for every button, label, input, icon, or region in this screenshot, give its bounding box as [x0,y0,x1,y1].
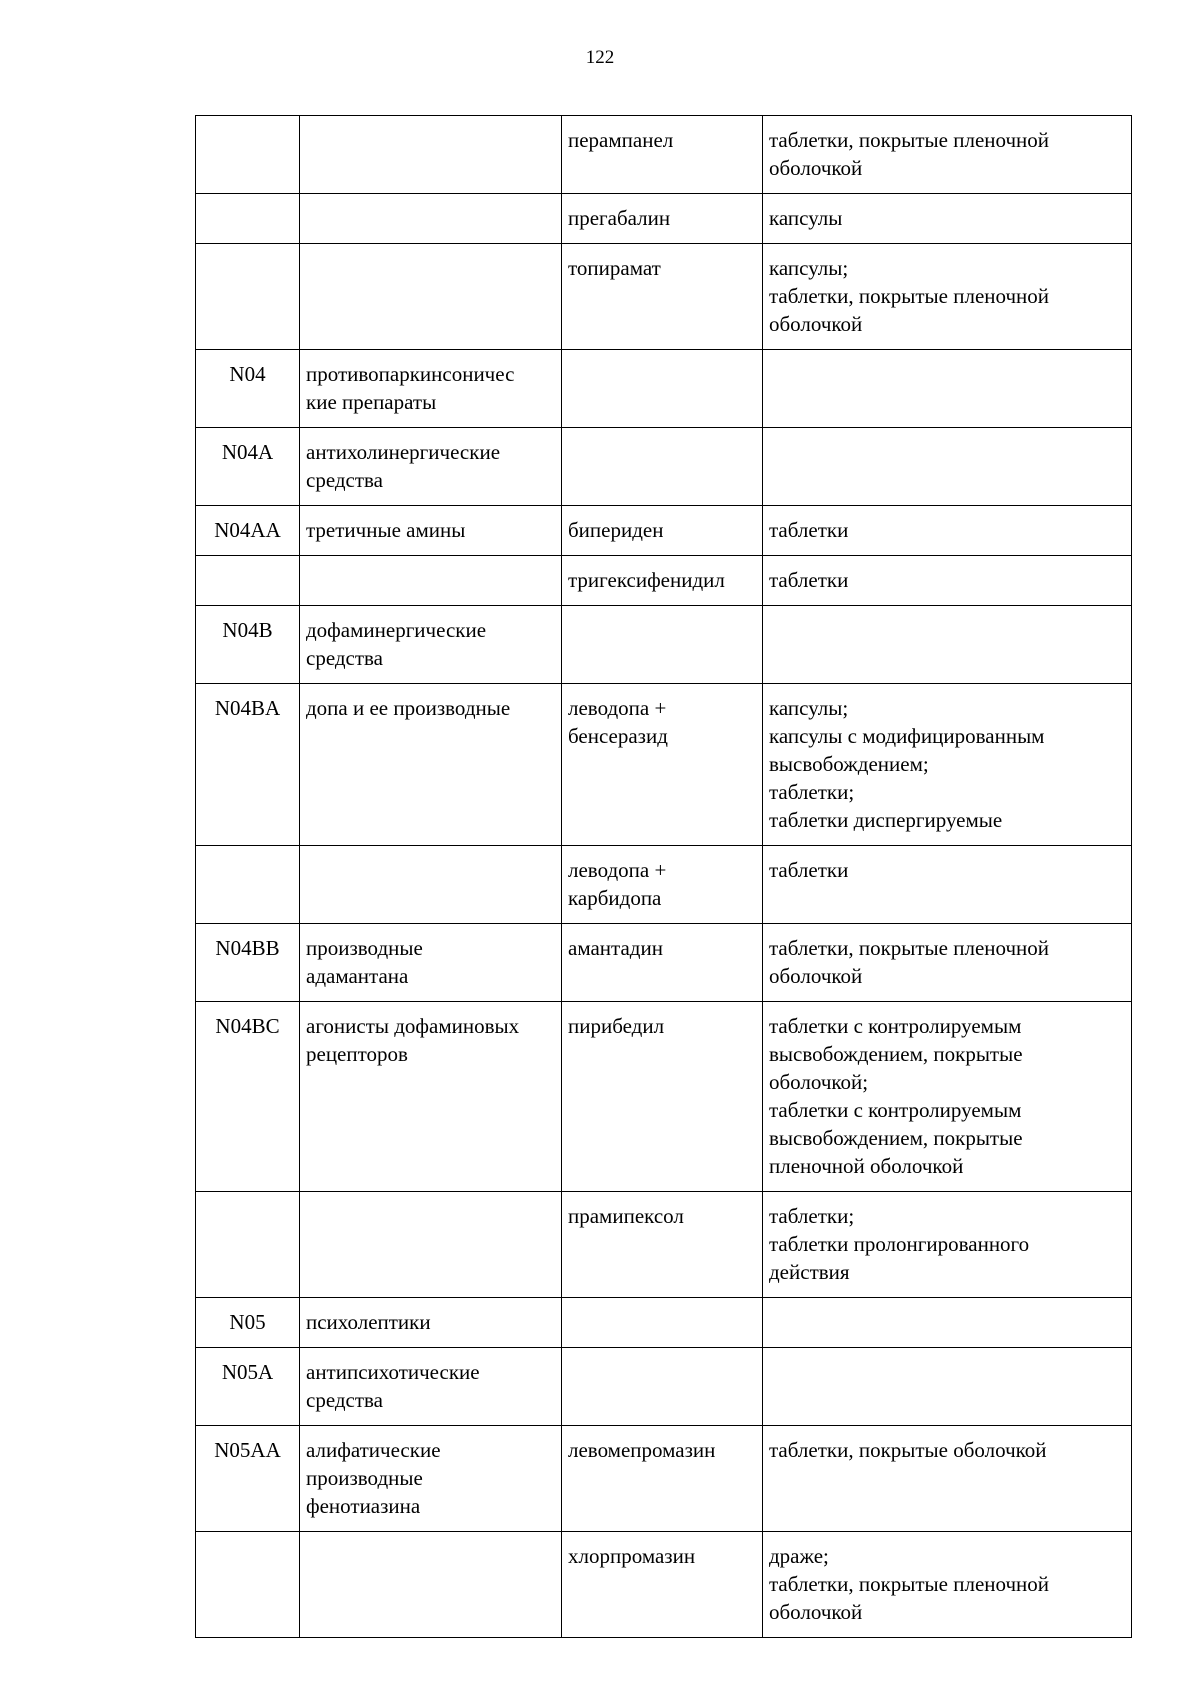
atc-code-cell: N04AA [196,506,300,556]
table-row [196,556,1132,606]
group-name-cell [300,1192,562,1298]
group-name-cell: третичные амины [300,506,562,556]
dosage-form-cell [763,428,1132,506]
atc-code-cell [196,194,300,244]
atc-code-cell: N04B [196,606,300,684]
dosage-form-cell: капсулы [763,194,1132,244]
atc-code-cell: N05 [196,1298,300,1348]
table-row [196,1348,1132,1426]
drug-name-cell [562,350,763,428]
table-row [196,116,1132,194]
atc-code-cell [196,556,300,606]
dosage-form-cell [763,1298,1132,1348]
drug-name-cell [562,428,763,506]
dosage-form-cell: таблетки, покрытые оболочкой [763,1426,1132,1532]
atc-code-cell: N04A [196,428,300,506]
drug-name-cell: леводопа + бенсеразид [562,684,763,846]
atc-code-cell [196,244,300,350]
dosage-form-cell: таблетки, покрытые пленочной оболочкой [763,924,1132,1002]
dosage-form-cell [763,350,1132,428]
drug-name-cell: прамипексол [562,1192,763,1298]
group-name-cell [300,194,562,244]
table-row [196,244,1132,350]
table-row [196,350,1132,428]
dosage-form-cell: таблетки [763,506,1132,556]
dosage-form-cell: таблетки [763,556,1132,606]
atc-code-cell: N04BC [196,1002,300,1192]
atc-code-cell: N05A [196,1348,300,1426]
atc-code-cell [196,1532,300,1638]
group-name-cell: антихолинергические средства [300,428,562,506]
table-row [196,428,1132,506]
drug-name-cell: хлорпромазин [562,1532,763,1638]
drug-name-cell: леводопа + карбидопа [562,846,763,924]
table-row [196,1426,1132,1532]
drug-name-cell: пирибедил [562,1002,763,1192]
atc-code-cell [196,116,300,194]
atc-code-cell: N04BA [196,684,300,846]
group-name-cell: противопаркинсоничес кие препараты [300,350,562,428]
drug-name-cell [562,606,763,684]
drug-name-cell: топирамат [562,244,763,350]
group-name-cell: производные адамантана [300,924,562,1002]
group-name-cell [300,846,562,924]
atc-code-cell: N04 [196,350,300,428]
drug-name-cell: тригексифенидил [562,556,763,606]
group-name-cell [300,1532,562,1638]
group-name-cell: антипсихотические средства [300,1348,562,1426]
dosage-form-cell: драже; таблетки, покрытые пленочной оболочкой [763,1532,1132,1638]
drug-name-cell: перампанел [562,116,763,194]
table-row [196,194,1132,244]
atc-code-cell [196,846,300,924]
group-name-cell: допа и ее производные [300,684,562,846]
drug-name-cell: левомепромазин [562,1426,763,1532]
table-row [196,924,1132,1002]
dosage-form-cell [763,1348,1132,1426]
atc-code-cell: N04BB [196,924,300,1002]
atc-code-cell: N05AA [196,1426,300,1532]
dosage-form-cell: капсулы; капсулы с модифицированным высвобождением; таблетки; таблетки диспергируемые [763,684,1132,846]
dosage-form-cell: таблетки с контролируемым высвобождением, покрытые оболочкой; таблетки с контролируемым высвобождением, покрытые пленочной оболочкой [763,1002,1132,1192]
table-row [196,684,1132,846]
drug-name-cell: амантадин [562,924,763,1002]
group-name-cell: агонисты дофаминовых рецепторов [300,1002,562,1192]
group-name-cell: психолептики [300,1298,562,1348]
drug-name-cell: прегабалин [562,194,763,244]
page-number: 122 [585,47,615,68]
group-name-cell [300,244,562,350]
group-name-cell: дофаминергические средства [300,606,562,684]
table-row [196,846,1132,924]
dosage-form-cell: капсулы; таблетки, покрытые пленочной оболочкой [763,244,1132,350]
drug-name-cell [562,1298,763,1348]
dosage-form-cell [763,606,1132,684]
dosage-form-cell: таблетки, покрытые пленочной оболочкой [763,116,1132,194]
dosage-form-cell: таблетки; таблетки пролонгированного действия [763,1192,1132,1298]
table-row [196,506,1132,556]
group-name-cell [300,556,562,606]
table-row [196,1002,1132,1192]
drug-name-cell [562,1348,763,1426]
group-name-cell: алифатические производные фенотиазина [300,1426,562,1532]
table-row [196,1192,1132,1298]
table-row [196,1298,1132,1348]
group-name-cell [300,116,562,194]
drug-table [195,115,1132,1638]
table-row [196,1532,1132,1638]
atc-code-cell [196,1192,300,1298]
table-row [196,606,1132,684]
dosage-form-cell: таблетки [763,846,1132,924]
drug-name-cell: бипериден [562,506,763,556]
